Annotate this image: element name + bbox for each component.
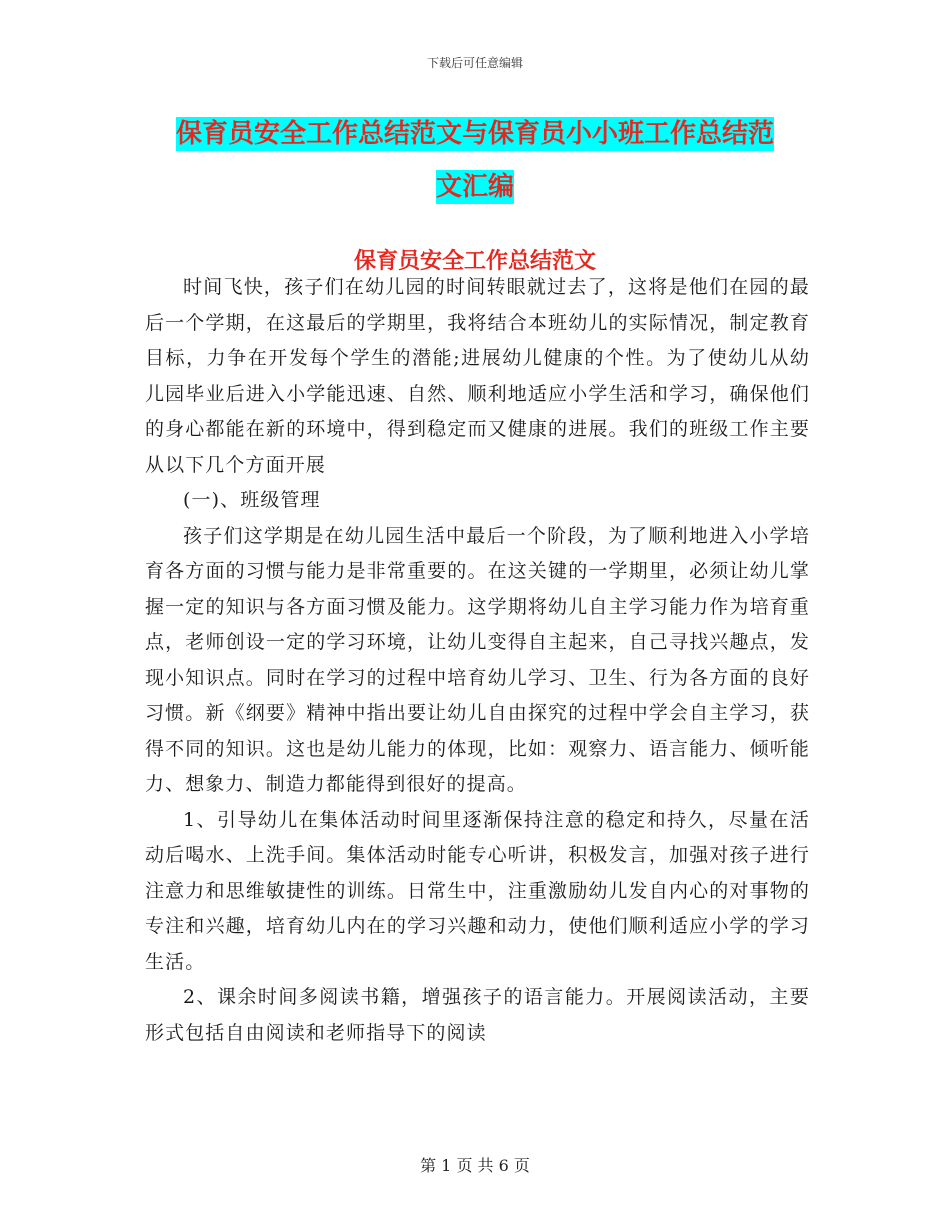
paragraph-class-management: 孩子们这学期是在幼儿园生活中最后一个阶段，为了顺利地进入小学培育各方面的习惯与能力是非常重要的。在这关键的一学期里，必须让幼儿掌握一定的知识与各方面习惯及能力。这学期将幼儿自主学习能力作为培育重点，老师创设一定的学习环境，让幼儿变得自主起来，自己寻找兴趣点，发现小知识点。同时在学习的过程中培育幼儿学习、卫生、行为各方面的良好习惯。新《纲要》精神中指出要让幼儿自由探究的过程中学会自主学习，获得不同的知识。这也是幼儿能力的体现，比如：观察力、语言能力、倾听能力、想象力、制造力都能得到很好的提高。	[145, 524, 810, 795]
document-title-line-2: 文汇编	[435, 172, 514, 202]
subheading-class-management: (一)、班级管理	[183, 489, 321, 511]
paragraph-intro: 时间飞快，孩子们在幼儿园的时间转眼就过去了，这将是他们在园的最后一个学期，在这最后的学期里，我将结合本班幼儿的实际情况，制定教育目标，力争在开发每个学生的潜能;进展幼儿健康的个性。为了使幼儿从幼儿园毕业后进入小学能迅速、自然、顺利地适应小学生活和学习，确保他们的身心都能在新的环境中，得到稳定而又健康的进展。我们的班级工作主要从以下几个方面开展	[145, 276, 810, 476]
paragraph-item-2: 2、课余时间多阅读书籍，增强孩子的语言能力。开展阅读活动，主要形式包括自由阅读和老师指导下的阅读	[145, 986, 810, 1044]
document-title	[150, 108, 800, 214]
paragraph-item-1: 1、引导幼儿在集体活动时间里逐渐保持注意的稳定和持久，尽量在活动后喝水、上洗手间。集体活动时能专心听讲，积极发言，加强对孩子进行注意力和思维敏捷性的训练。日常生中，注重激励幼儿发自内心的对事物的专注和兴趣，培育幼儿内在的学习兴趣和动力，使他们顺利适应小学的学习生活。	[145, 808, 810, 973]
header-note: 下载后可任意编辑	[426, 56, 523, 70]
document-body	[145, 270, 810, 1051]
document-title-line-1: 保育员安全工作总结范文与保育员小小班工作总结范	[175, 119, 774, 149]
section-title: 保育员安全工作总结范文	[353, 249, 596, 274]
page-footer: 第 1 页 共 6 页	[420, 1156, 530, 1175]
